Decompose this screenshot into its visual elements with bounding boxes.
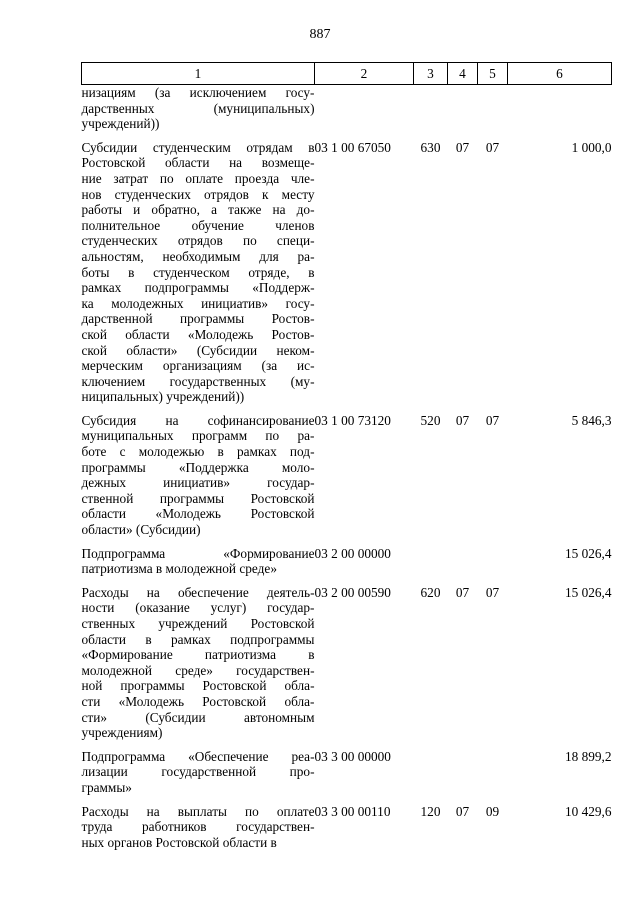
- row-name-line: ской области» (Субсидии неком-: [81, 342, 315, 358]
- row-sum-cell: [508, 85, 612, 140]
- row-pr-cell: 07: [485, 139, 500, 155]
- row-name-line: Расходы на обеспечение деятель-: [81, 584, 315, 600]
- column-header-rz: 4: [448, 63, 478, 85]
- row-name-line: мерческим организациям (за ис-: [81, 358, 315, 374]
- row-name-line: учреждений)): [81, 116, 160, 132]
- row-name-cell: [82, 140, 315, 413]
- row-name-line: альностям, необходимым для ра-: [81, 248, 315, 264]
- row-vr-cell: 620: [420, 584, 441, 600]
- table-row: [82, 546, 612, 585]
- column-header-code: 2: [315, 63, 414, 85]
- page-number: 887: [309, 27, 331, 42]
- row-pr-cell: 09: [485, 803, 500, 819]
- row-name-line: области в рамках подпрограммы: [81, 631, 315, 647]
- row-name-line: ключением государственных (му-: [81, 373, 315, 389]
- column-header-name: 1: [82, 63, 315, 85]
- column-header-vr: 3: [414, 63, 448, 85]
- row-name-line: сти» (Субсидии автономным: [81, 709, 315, 725]
- row-pr-cell: 07: [485, 584, 500, 600]
- row-name-line: ниципальных) учреждений)): [81, 389, 245, 405]
- table-row: [82, 749, 612, 804]
- row-vr-cell: [414, 749, 448, 804]
- row-name-line: Подпрограмма «Обеспечение реа-: [81, 748, 315, 764]
- row-name-cell: [82, 413, 315, 546]
- row-pr-cell: [478, 85, 508, 140]
- row-name-line: лизации государственной про-: [81, 764, 315, 780]
- row-rz-cell: [448, 85, 478, 140]
- row-name-line: патриотизма в молодежной среде»: [81, 561, 277, 577]
- row-name-line: ской области «Молодежь Ростов-: [81, 326, 315, 342]
- table-row: [82, 585, 612, 749]
- row-code-cell: 03 1 00 73120: [314, 412, 391, 428]
- row-rz-cell: 07: [455, 412, 470, 428]
- row-name-line: ности (оказание услуг) государ-: [81, 600, 315, 616]
- row-name-line: области «Молодежь Ростовской: [81, 506, 315, 522]
- row-name-line: ка молодежных инициатив» госу-: [81, 295, 315, 311]
- row-name-line: полнительное обучение членов: [81, 217, 315, 233]
- row-name-line: «Формирование патриотизма в: [81, 647, 315, 663]
- row-name-cell: [82, 749, 315, 804]
- row-vr-cell: 520: [420, 412, 441, 428]
- row-name-line: низациям (за исключением госу-: [81, 85, 315, 100]
- row-name-line: ственных учреждений Ростовской: [81, 616, 315, 631]
- row-pr-cell: 07: [485, 412, 500, 428]
- row-name-line: граммы»: [81, 779, 132, 795]
- row-rz-cell: [448, 546, 478, 585]
- row-code-cell: 03 3 00 00000: [314, 748, 391, 764]
- row-vr-cell: [414, 546, 448, 585]
- table-row: [82, 140, 612, 413]
- row-code-cell: 03 3 00 00110: [314, 803, 391, 819]
- row-name-line: дежных инициатив» государ-: [81, 475, 315, 491]
- row-pr-cell: [478, 546, 508, 585]
- row-name-line: программы «Поддержка моло-: [81, 459, 315, 475]
- row-name-line: студенческих отрядов по специ-: [81, 233, 315, 249]
- row-name-line: дарственных (муниципальных): [81, 100, 315, 116]
- row-code-cell: 03 2 00 00000: [314, 545, 391, 561]
- row-code-cell: [315, 85, 414, 140]
- row-name-line: ственной программы Ростовской: [81, 490, 315, 506]
- budget-table: [81, 62, 612, 858]
- row-name-line: области» (Субсидии): [81, 522, 201, 538]
- table-row: [82, 413, 612, 546]
- table-row: [82, 804, 612, 859]
- row-sum-cell: 5 846,3: [571, 412, 612, 428]
- table-row: [82, 85, 612, 140]
- row-name-line: нов студенческих отрядов к месту: [81, 186, 315, 202]
- table-header-row: [82, 63, 612, 85]
- row-sum-cell: 1 000,0: [571, 139, 612, 155]
- row-name-line: Подпрограмма «Формирование: [81, 545, 315, 561]
- row-name-line: рамках подпрограммы «Поддерж-: [81, 280, 315, 296]
- row-name-line: работы и обратно, а также на до-: [81, 202, 315, 218]
- row-name-line: Субсидия на софинансирование: [81, 412, 315, 428]
- row-name-line: Субсидии студенческим отрядам в: [81, 139, 315, 155]
- row-name-line: Расходы на выплаты по оплате: [81, 803, 315, 819]
- row-vr-cell: 630: [420, 139, 441, 155]
- row-rz-cell: 07: [455, 584, 470, 600]
- row-pr-cell: [478, 749, 508, 804]
- row-name-line: ных органов Ростовской области в: [81, 834, 277, 850]
- row-name-cell: [82, 546, 315, 585]
- table-body: [82, 85, 612, 859]
- column-header-sum: 6: [508, 63, 612, 85]
- row-name-line: Ростовской области на возмеще-: [81, 155, 315, 171]
- row-rz-cell: [448, 749, 478, 804]
- row-name-line: дарственной программы Ростов-: [81, 311, 315, 327]
- row-rz-cell: 07: [455, 803, 470, 819]
- row-sum-cell: 18 899,2: [564, 748, 612, 764]
- column-header-pr: 5: [478, 63, 508, 85]
- row-name-line: молодежной среде» государствен-: [81, 662, 315, 678]
- row-sum-cell: 15 026,4: [564, 545, 612, 561]
- row-rz-cell: 07: [455, 139, 470, 155]
- row-sum-cell: 15 026,4: [564, 584, 612, 600]
- row-sum-cell: 10 429,6: [564, 803, 612, 819]
- row-name-line: сти «Молодежь Ростовской обла-: [81, 693, 315, 709]
- row-name-cell: [82, 85, 315, 140]
- row-name-line: учреждениям): [81, 725, 163, 741]
- row-name-cell: [82, 585, 315, 749]
- row-code-cell: 03 1 00 67050: [314, 139, 391, 155]
- row-name-line: муниципальных программ по ра-: [81, 428, 315, 444]
- row-code-cell: 03 2 00 00590: [314, 584, 391, 600]
- row-vr-cell: [414, 85, 448, 140]
- row-name-line: боты в студенческом отряде, в: [81, 264, 315, 280]
- row-name-line: ние затрат по оплате проезда чле-: [81, 170, 315, 186]
- row-name-line: ной программы Ростовской обла-: [81, 678, 315, 694]
- row-name-cell: [82, 804, 315, 859]
- row-vr-cell: 120: [420, 803, 441, 819]
- row-name-line: боте с молодежью в рамках под-: [81, 444, 315, 460]
- row-name-line: труда работников государствен-: [81, 819, 315, 835]
